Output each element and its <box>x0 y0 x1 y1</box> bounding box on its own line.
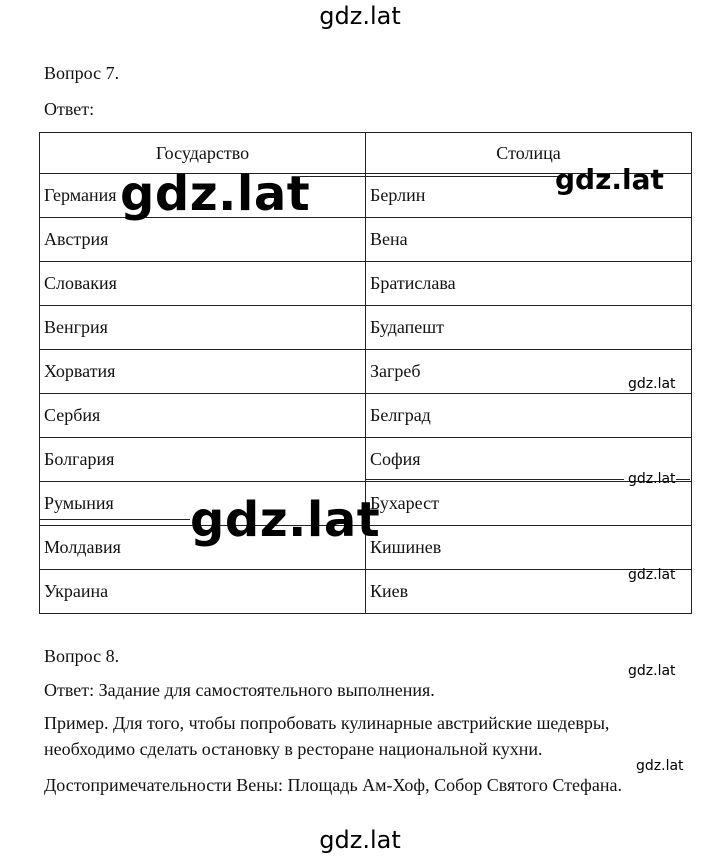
country-cell: Австрия <box>40 218 366 262</box>
country-cell: Болгария <box>40 438 366 482</box>
capital-cell: Братислава <box>366 262 692 306</box>
table-row <box>40 394 692 438</box>
country-cell: Венгрия <box>40 306 366 350</box>
capital-cell: Бухарест <box>366 482 692 526</box>
country-cell: Украина <box>40 570 366 614</box>
table-row <box>40 350 692 394</box>
watermark-rule <box>366 479 624 480</box>
capital-cell: Кишинев <box>366 526 692 570</box>
question-8-answer: Ответ: Задание для самостоятельного выполнения. <box>44 680 435 700</box>
watermark-rule <box>40 519 190 520</box>
country-cell: Германия <box>40 174 366 218</box>
watermark-small: gdz.lat <box>636 758 684 774</box>
example-line-2: необходимо сделать остановку в ресторане национальной кухни. <box>44 739 543 759</box>
table-row <box>40 306 692 350</box>
capital-cell: Белград <box>366 394 692 438</box>
capital-cell: Вена <box>366 218 692 262</box>
capital-cell: Будапешт <box>366 306 692 350</box>
vienna-sights: Достопримечательности Вены: Площадь Ам-Хоф, Собор Святого Стефана. <box>44 775 622 795</box>
header-capital: Столица <box>366 133 692 174</box>
question-7-title: Вопрос 7. <box>44 63 120 83</box>
watermark-bottom: gdz.lat <box>319 826 401 854</box>
watermark-top: gdz.lat <box>319 2 401 30</box>
table-row <box>40 218 692 262</box>
country-cell: Хорватия <box>40 350 366 394</box>
question-8-title: Вопрос 8. <box>44 646 120 666</box>
country-cell: Словакия <box>40 262 366 306</box>
watermark-medium: gdz.lat <box>555 163 664 196</box>
watermark-small: gdz.lat <box>628 471 676 487</box>
watermark-small: gdz.lat <box>628 663 676 679</box>
table-row <box>40 438 692 482</box>
capital-cell: Берлин <box>366 174 692 218</box>
example-line-1: Пример. Для того, чтобы попробовать кулинарные австрийские шедевры, <box>44 713 610 733</box>
country-cell: Сербия <box>40 394 366 438</box>
header-country: Государство <box>40 133 366 174</box>
watermark-large: gdz.lat <box>190 492 381 548</box>
watermark-small: gdz.lat <box>628 567 676 583</box>
capital-cell: Киев <box>366 570 692 614</box>
table-row <box>40 570 692 614</box>
table-row <box>40 262 692 306</box>
country-cell: Молдавия <box>40 526 366 570</box>
capital-cell: София <box>366 438 692 482</box>
watermark-large: gdz.lat <box>120 166 311 222</box>
question-7-answer-label: Ответ: <box>44 99 95 119</box>
country-cell: Румыния <box>40 482 366 526</box>
watermark-rule <box>676 479 690 480</box>
watermark-small: gdz.lat <box>628 376 676 392</box>
capital-cell: Загреб <box>366 350 692 394</box>
watermark-rule <box>300 176 560 177</box>
